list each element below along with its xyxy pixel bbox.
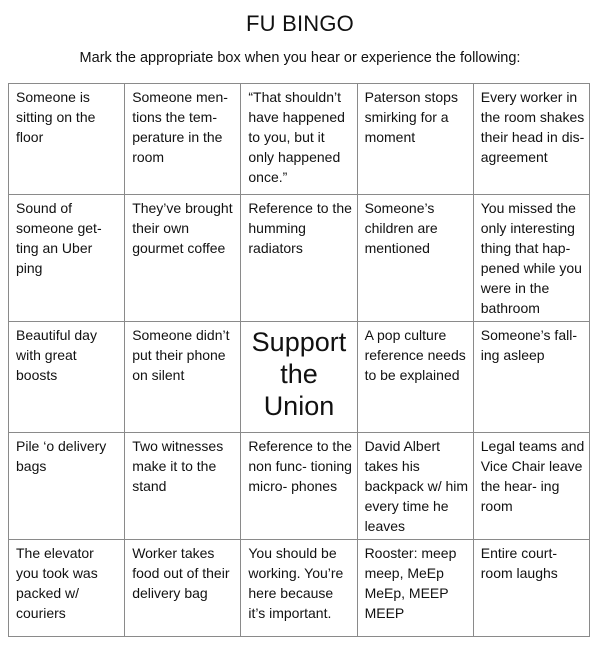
bingo-board bbox=[8, 83, 590, 637]
bingo-square[interactable]: The elevator you took was packed w/ couriers bbox=[9, 540, 125, 637]
bingo-row bbox=[9, 84, 590, 195]
instructions: Mark the appropriate box when you hear or experience the following: bbox=[79, 50, 521, 66]
bingo-row bbox=[9, 195, 590, 322]
bingo-square[interactable]: Someone men- tions the tem- perature in the room bbox=[125, 84, 241, 195]
bingo-square[interactable]: Pile ‘o delivery bags bbox=[9, 433, 125, 540]
bingo-square[interactable]: Beautiful day with great boosts bbox=[9, 322, 125, 433]
bingo-square[interactable]: You missed the only interesting thing that hap- pened while you were in the bathroom bbox=[473, 195, 589, 322]
free-space-text: Union bbox=[263, 391, 335, 421]
bingo-square[interactable]: David Albert takes his backpack w/ him every time he leaves bbox=[357, 433, 473, 540]
bingo-square[interactable]: You should be working. You’re here because it’s important. bbox=[241, 540, 357, 637]
bingo-square[interactable]: Someone’s fall- ing asleep bbox=[473, 322, 589, 433]
bingo-square[interactable]: Two witnesses make it to the stand bbox=[125, 433, 241, 540]
bingo-square[interactable]: Someone didn’t put their phone on silent bbox=[125, 322, 241, 433]
bingo-square[interactable]: Someone’s children are mentioned bbox=[357, 195, 473, 322]
bingo-square[interactable]: Legal teams and Vice Chair leave the hear- ing room bbox=[473, 433, 589, 540]
free-space-text: Support bbox=[251, 327, 347, 357]
bingo-square[interactable]: Someone is sitting on the floor bbox=[9, 84, 125, 195]
bingo-row bbox=[9, 322, 590, 433]
bingo-square[interactable]: Every worker in the room shakes their head in dis- agreement bbox=[473, 84, 589, 195]
page-title: FU BINGO bbox=[246, 11, 354, 36]
bingo-square[interactable]: Paterson stops smirking for a moment bbox=[357, 84, 473, 195]
bingo-square[interactable]: “That shouldn’t have happened to you, but it only happened once.” bbox=[241, 84, 357, 195]
bingo-square[interactable]: Entire court- room laughs bbox=[473, 540, 589, 637]
free-space-text: the bbox=[280, 359, 318, 389]
bingo-row bbox=[9, 433, 590, 540]
bingo-square[interactable]: Reference to the humming radiators bbox=[241, 195, 357, 322]
bingo-row bbox=[9, 540, 590, 637]
bingo-square[interactable]: Sound of someone get- ting an Uber ping bbox=[9, 195, 125, 322]
bingo-square[interactable]: A pop culture reference needs to be explained bbox=[357, 322, 473, 433]
bingo-square[interactable]: Worker takes food out of their delivery bag bbox=[125, 540, 241, 637]
bingo-square[interactable]: Reference to the non func- tioning micro- phones bbox=[241, 433, 357, 540]
bingo-square[interactable]: They’ve brought their own gourmet coffee bbox=[125, 195, 241, 322]
bingo-square[interactable]: Rooster: meep meep, MeEp MeEp, MEEP MEEP bbox=[357, 540, 473, 637]
free-space-square[interactable] bbox=[241, 322, 357, 433]
